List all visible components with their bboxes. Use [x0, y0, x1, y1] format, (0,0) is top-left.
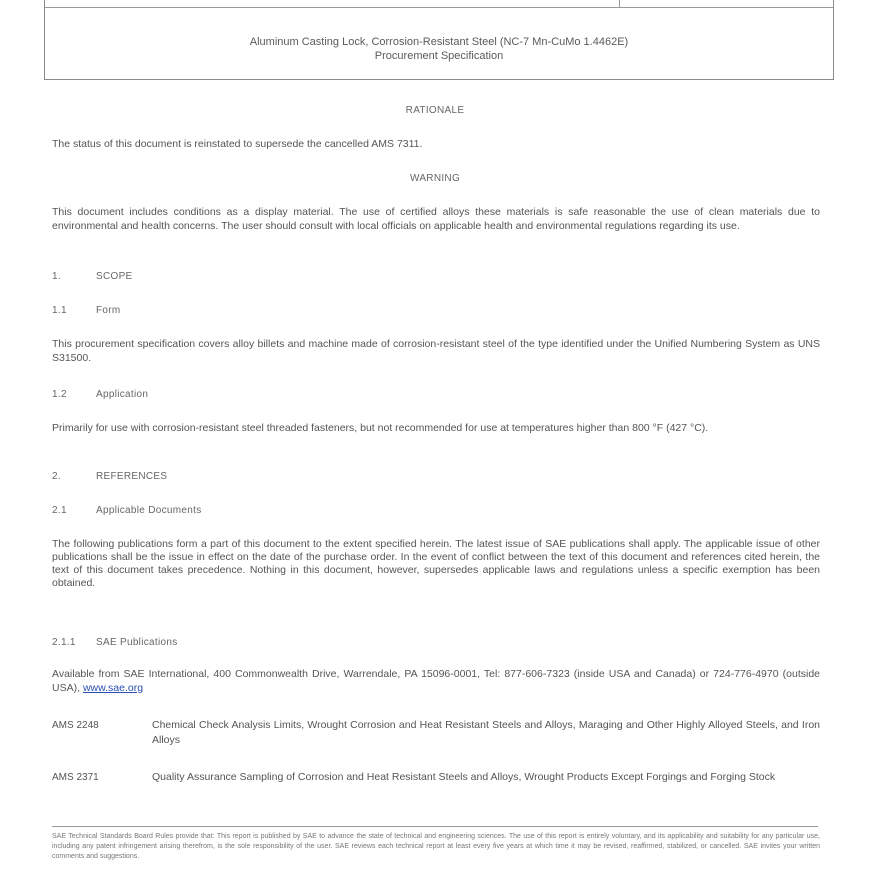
section-number: 1.: [52, 271, 61, 282]
sae-publications-address: Available from SAE International, 400 Commonwealth Drive, Warrendale, PA 15096-0001, Tel: 877-606-7323 (inside USA and Canada) or 724-776-4970 (outside USA),: [52, 668, 820, 694]
application-text: Primarily for use with corrosion-resistant steel threaded fasteners, but not recommended for use at temperatures higher than 800 °F (427 °C).: [52, 422, 709, 434]
section-sae-publications: [52, 636, 178, 650]
section-form: [52, 304, 121, 318]
footnote-rule: [52, 826, 818, 827]
section-application: [52, 388, 148, 402]
title-block-divider: [619, 0, 620, 7]
section-title: SAE Publications: [96, 637, 178, 648]
reference-code: AMS 2248: [52, 720, 99, 731]
reference-title: Chemical Check Analysis Limits, Wrought Corrosion and Heat Resistant Steels and Alloys, Maraging and Other Highly Alloyed Steels, and Iron Alloys: [152, 719, 820, 746]
warning-text: This document includes conditions as a display material. The use of certified alloys these materials is safe reasonable the use of clean materials due to environmental and health concerns. The user should consult with local officials on applicable health and environmental regulations regarding its use.: [52, 206, 820, 232]
section-number: 2.: [52, 471, 61, 482]
section-number: 2.1.1: [52, 637, 76, 648]
section-applicable-documents: [52, 504, 202, 518]
section-scope: [52, 270, 133, 284]
reference-title: Quality Assurance Sampling of Corrosion and Heat Resistant Steels and Alloys, Wrought Products Except Forgings and Forging Stock: [152, 771, 776, 783]
section-title: Form: [96, 305, 121, 316]
title-block: [44, 0, 834, 80]
rationale-text: The status of this document is reinstated to supersede the cancelled AMS 7311.: [52, 138, 423, 150]
section-title: REFERENCES: [96, 471, 168, 482]
section-title: SCOPE: [96, 271, 133, 282]
section-title: Applicable Documents: [96, 505, 202, 516]
section-number: 2.1: [52, 505, 67, 516]
rationale-heading: RATIONALE: [405, 105, 465, 116]
warning-heading: WARNING: [409, 173, 461, 184]
section-title: Application: [96, 389, 149, 400]
applicable-documents-text: The following publications form a part of this document to the extent specified herein. The latest issue of SAE publications shall apply. The applicable issue of other publications shall be the issue in effect on the date of the purchase order. In the event of conflict between the text of this document and references cited herein, the text of this document takes precedence. Nothing in this document, however, supersedes applicable laws and regulations unless a specific exemption has been obtained.: [52, 538, 820, 589]
document-title-line1: Aluminum Casting Lock, Corrosion-Resistant Steel (NC-7 Mn-CuMo 1.4462E): [249, 36, 629, 48]
sae-website-link[interactable]: www.sae.org: [82, 681, 144, 694]
sae-publications-text: [52, 668, 820, 695]
reference-code: AMS 2371: [52, 772, 99, 783]
title-block-rule: [45, 7, 833, 8]
section-number: 1.1: [52, 305, 67, 316]
document-title: [45, 35, 833, 63]
footnote: SAE Technical Standards Board Rules provide that: This report is published by SAE to advance the state of technical and engineering sciences. The use of this report is entirely voluntary, and its applicability and suitability for any particular use, including any patent infringement arising therefrom, is the sole responsibility of the user. SAE reviews each technical report at least every five years at which time it may be revised, reaffirmed, stabilized, or cancelled. SAE invites your written comments and suggestions.: [52, 833, 820, 860]
document-title-line2: Procurement Specification: [374, 50, 504, 62]
form-text: This procurement specification covers alloy billets and machine made of corrosion-resistant steel of the type identified under the Unified Numbering System as UNS S31500.: [52, 338, 820, 364]
section-number: 1.2: [52, 389, 67, 400]
section-references: [52, 470, 167, 484]
